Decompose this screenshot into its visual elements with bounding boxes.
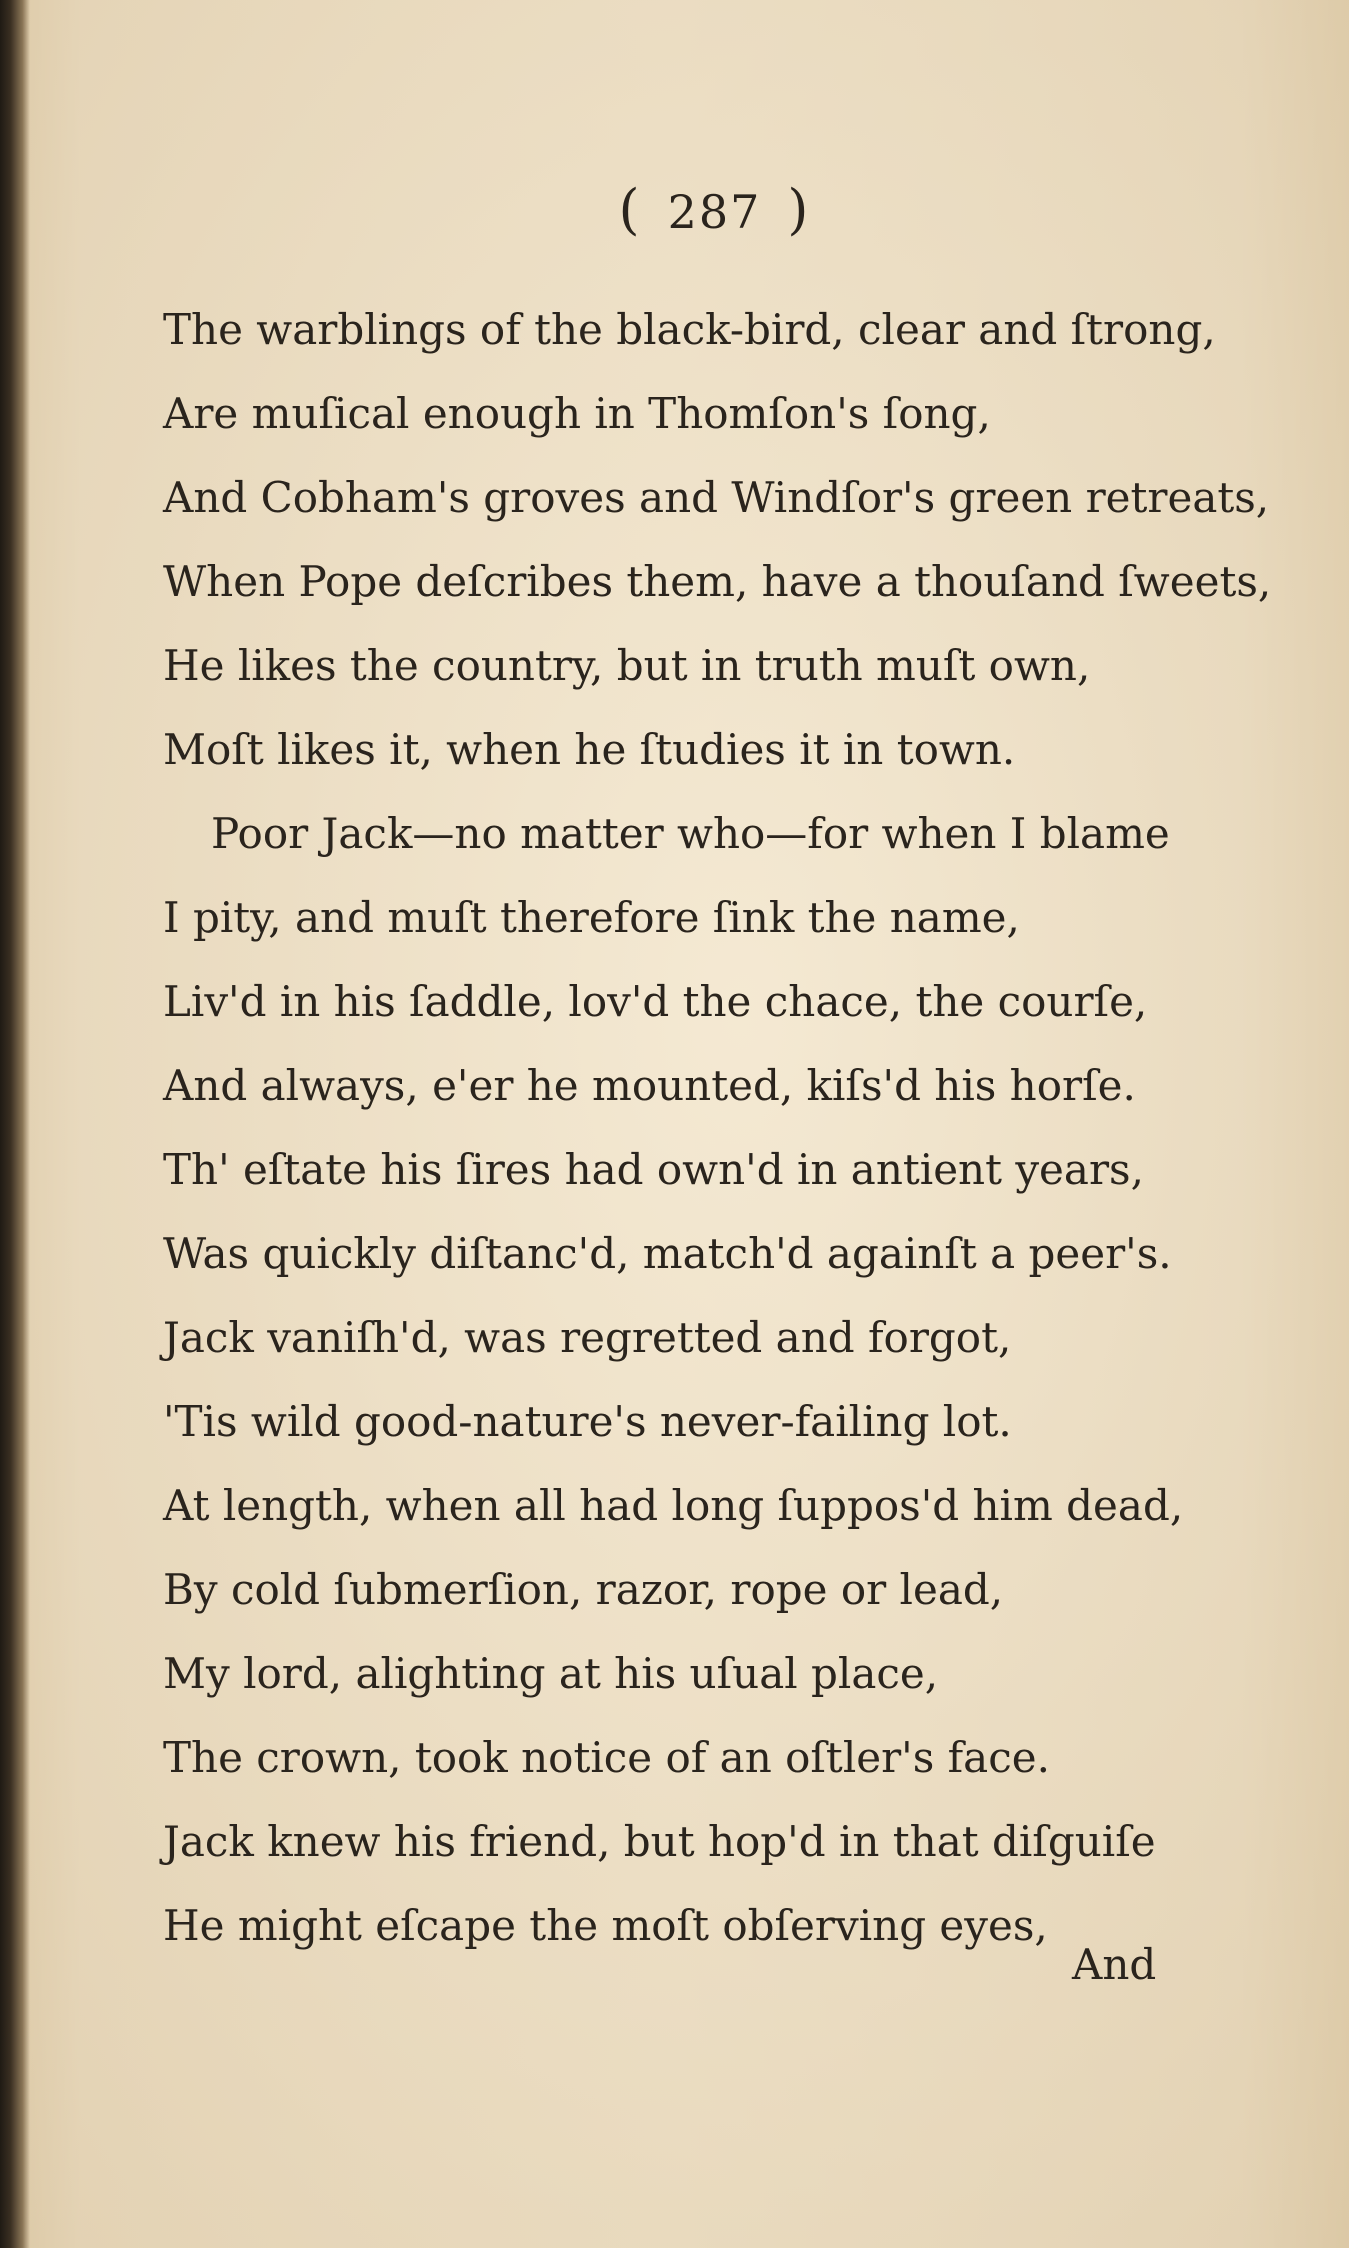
catchword: And	[1072, 1940, 1157, 1989]
page-header	[0, 178, 1349, 241]
poem-line: My lord, alighting at his uſual place,	[163, 1649, 939, 1698]
page-number: 287	[667, 185, 762, 239]
poem-line: The warblings of the black-bird, clear and ſtrong,	[163, 305, 1216, 354]
poem-line: He likes the country, but in truth muſt own,	[163, 641, 1091, 690]
header-close-paren: )	[787, 178, 811, 241]
poem-text	[163, 288, 1272, 1968]
poem-line: Jack knew his friend, but hop'd in that diſguiſe	[163, 1817, 1156, 1866]
poem-line: Are muſical enough in Thomſon's ſong,	[163, 389, 991, 438]
binding-edge	[0, 0, 30, 2248]
header-open-paren: (	[618, 178, 642, 241]
poem-line: At length, when all had long ſuppos'd him dead,	[163, 1481, 1184, 1530]
poem-line: And always, e'er he mounted, kiſs'd his horſe.	[163, 1061, 1136, 1110]
poem-line: Th' eſtate his ſires had own'd in antient years,	[163, 1145, 1144, 1194]
poem-line: The crown, took notice of an oſtler's face.	[163, 1733, 1050, 1782]
poem-line: By cold ſubmerſion, razor, rope or lead,	[163, 1565, 1004, 1614]
poem-line: And Cobham's groves and Windſor's green retreats,	[163, 473, 1270, 522]
poem-line: I pity, and muſt therefore ſink the name,	[163, 893, 1020, 942]
poem-line: 'Tis wild good-nature's never-failing lot.	[163, 1397, 1012, 1446]
poem-line: Moſt likes it, when he ſtudies it in town.	[163, 725, 1016, 774]
poem-line: When Pope deſcribes them, have a thouſand ſweets,	[163, 557, 1272, 606]
poem-line: Poor Jack—no matter who—for when I blame	[211, 809, 1170, 858]
poem-line: Jack vaniſh'd, was regretted and forgot,	[163, 1313, 1012, 1362]
poem-line: Was quickly diſtanc'd, match'd againſt a peer's.	[163, 1229, 1172, 1278]
poem-line: He might eſcape the moſt obſerving eyes,	[163, 1901, 1048, 1950]
poem-line: Liv'd in his ſaddle, lov'd the chace, the courſe,	[163, 977, 1148, 1026]
